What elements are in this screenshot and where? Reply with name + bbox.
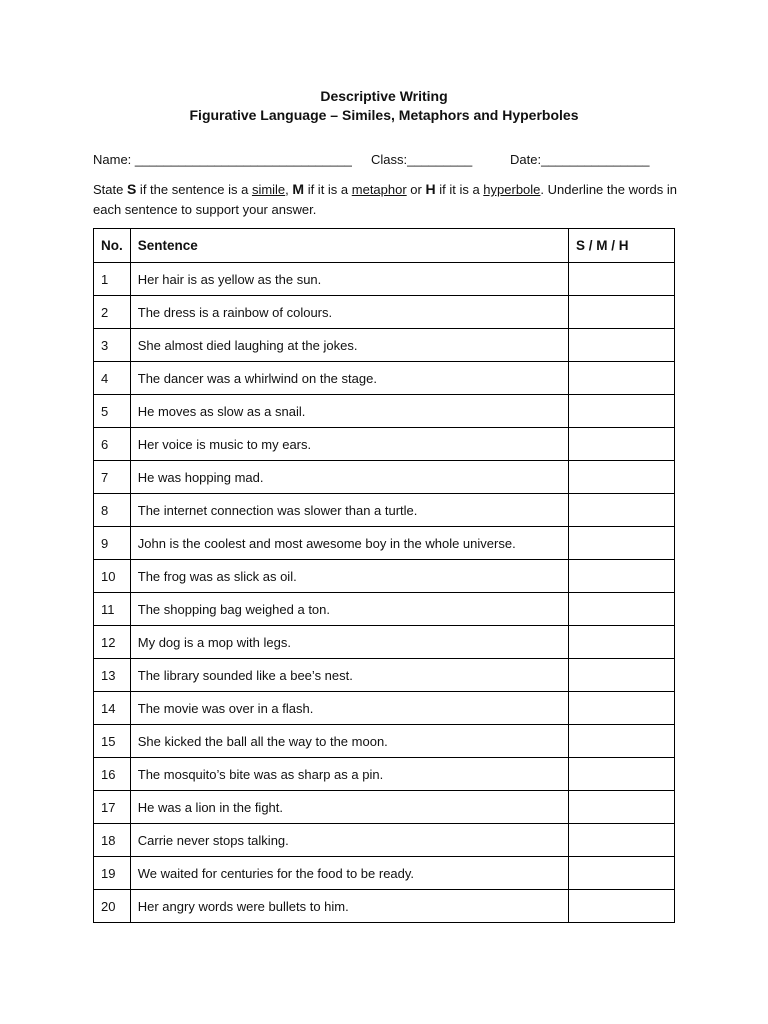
answer-cell[interactable] (569, 296, 675, 329)
answer-cell[interactable] (569, 626, 675, 659)
answer-cell[interactable] (569, 857, 675, 890)
answer-cell[interactable] (569, 395, 675, 428)
row-sentence: The internet connection was slower than a turtle. (130, 494, 568, 527)
row-sentence: The library sounded like a bee’s nest. (130, 659, 568, 692)
answer-cell[interactable] (569, 659, 675, 692)
row-number: 15 (94, 725, 131, 758)
answer-cell[interactable] (569, 890, 675, 923)
page-subtitle: Figurative Language – Similes, Metaphors and Hyperboles (189, 107, 579, 123)
table-row (94, 263, 675, 296)
row-number: 2 (94, 296, 131, 329)
answer-cell[interactable] (569, 362, 675, 395)
row-number: 7 (94, 461, 131, 494)
header-answer: S / M / H (569, 229, 675, 263)
instructions-text-3: , (285, 182, 293, 197)
row-sentence: Carrie never stops talking. (130, 824, 568, 857)
row-number: 11 (94, 593, 131, 626)
instructions-text-4: if it is a (304, 182, 352, 197)
label-s: S (126, 181, 137, 197)
table-row (94, 593, 675, 626)
table-row (94, 461, 675, 494)
row-number: 8 (94, 494, 131, 527)
term-metaphor: metaphor (351, 182, 407, 197)
table-row (94, 725, 675, 758)
table-row (94, 626, 675, 659)
row-sentence: The shopping bag weighed a ton. (130, 593, 568, 626)
instructions-text-5: or (406, 182, 426, 197)
term-simile: simile (251, 182, 286, 197)
row-sentence: The movie was over in a flash. (130, 692, 568, 725)
table-row (94, 494, 675, 527)
row-sentence: The dancer was a whirlwind on the stage. (130, 362, 568, 395)
table-row (94, 527, 675, 560)
row-number: 10 (94, 560, 131, 593)
row-number: 17 (94, 791, 131, 824)
row-sentence: My dog is a mop with legs. (130, 626, 568, 659)
title-block (0, 87, 768, 125)
answer-cell[interactable] (569, 428, 675, 461)
row-sentence: He was hopping mad. (130, 461, 568, 494)
answer-cell[interactable] (569, 824, 675, 857)
table-row (94, 329, 675, 362)
label-h: H (425, 181, 436, 197)
row-sentence: Her voice is music to my ears. (130, 428, 568, 461)
table-row (94, 428, 675, 461)
row-sentence: The frog was as slick as oil. (130, 560, 568, 593)
answer-cell[interactable] (569, 758, 675, 791)
answer-cell[interactable] (569, 263, 675, 296)
table-row (94, 296, 675, 329)
answer-cell[interactable] (569, 725, 675, 758)
class-field[interactable]: Class:_________ (371, 152, 473, 167)
table-row (94, 395, 675, 428)
instructions-text-6: if it is a (435, 182, 484, 197)
row-number: 4 (94, 362, 131, 395)
header-no: No. (94, 229, 131, 263)
row-number: 20 (94, 890, 131, 923)
row-number: 5 (94, 395, 131, 428)
row-number: 18 (94, 824, 131, 857)
date-field[interactable]: Date:_______________ (510, 152, 650, 167)
row-sentence: John is the coolest and most awesome boy in the whole universe. (130, 527, 568, 560)
instructions-text-2: if the sentence is a (136, 182, 252, 197)
row-sentence: He was a lion in the fight. (130, 791, 568, 824)
table-row (94, 824, 675, 857)
table-row (94, 362, 675, 395)
table-row (94, 758, 675, 791)
row-number: 19 (94, 857, 131, 890)
instructions (93, 179, 683, 220)
row-number: 14 (94, 692, 131, 725)
row-number: 6 (94, 428, 131, 461)
page-title: Descriptive Writing (320, 88, 448, 104)
row-number: 3 (94, 329, 131, 362)
row-sentence: She almost died laughing at the jokes. (130, 329, 568, 362)
answer-cell[interactable] (569, 593, 675, 626)
row-sentence: Her hair is as yellow as the sun. (130, 263, 568, 296)
header-sentence: Sentence (130, 229, 568, 263)
worksheet-table (93, 228, 675, 923)
answer-cell[interactable] (569, 329, 675, 362)
name-field[interactable]: Name: ______________________________ (93, 152, 352, 167)
row-number: 13 (94, 659, 131, 692)
row-sentence: The mosquito’s bite was as sharp as a pin. (130, 758, 568, 791)
answer-cell[interactable] (569, 494, 675, 527)
table-row (94, 560, 675, 593)
table-row (94, 791, 675, 824)
table-row (94, 890, 675, 923)
answer-cell[interactable] (569, 560, 675, 593)
row-sentence: We waited for centuries for the food to be ready. (130, 857, 568, 890)
table-row (94, 857, 675, 890)
row-number: 12 (94, 626, 131, 659)
instructions-text-1: State (93, 182, 127, 197)
row-number: 9 (94, 527, 131, 560)
table-header-row (94, 229, 675, 263)
table-row (94, 692, 675, 725)
row-number: 1 (94, 263, 131, 296)
answer-cell[interactable] (569, 692, 675, 725)
table-row (94, 659, 675, 692)
row-sentence: He moves as slow as a snail. (130, 395, 568, 428)
row-sentence: The dress is a rainbow of colours. (130, 296, 568, 329)
term-hyperbole: hyperbole (483, 182, 541, 197)
instructions-text-7: . Underline the words in each sentence to support your answer. (93, 182, 677, 217)
row-sentence: She kicked the ball all the way to the moon. (130, 725, 568, 758)
label-m: M (292, 181, 305, 197)
row-number: 16 (94, 758, 131, 791)
answer-cell[interactable] (569, 527, 675, 560)
row-sentence: Her angry words were bullets to him. (130, 890, 568, 923)
table-body (94, 263, 675, 923)
answer-cell[interactable] (569, 461, 675, 494)
answer-cell[interactable] (569, 791, 675, 824)
